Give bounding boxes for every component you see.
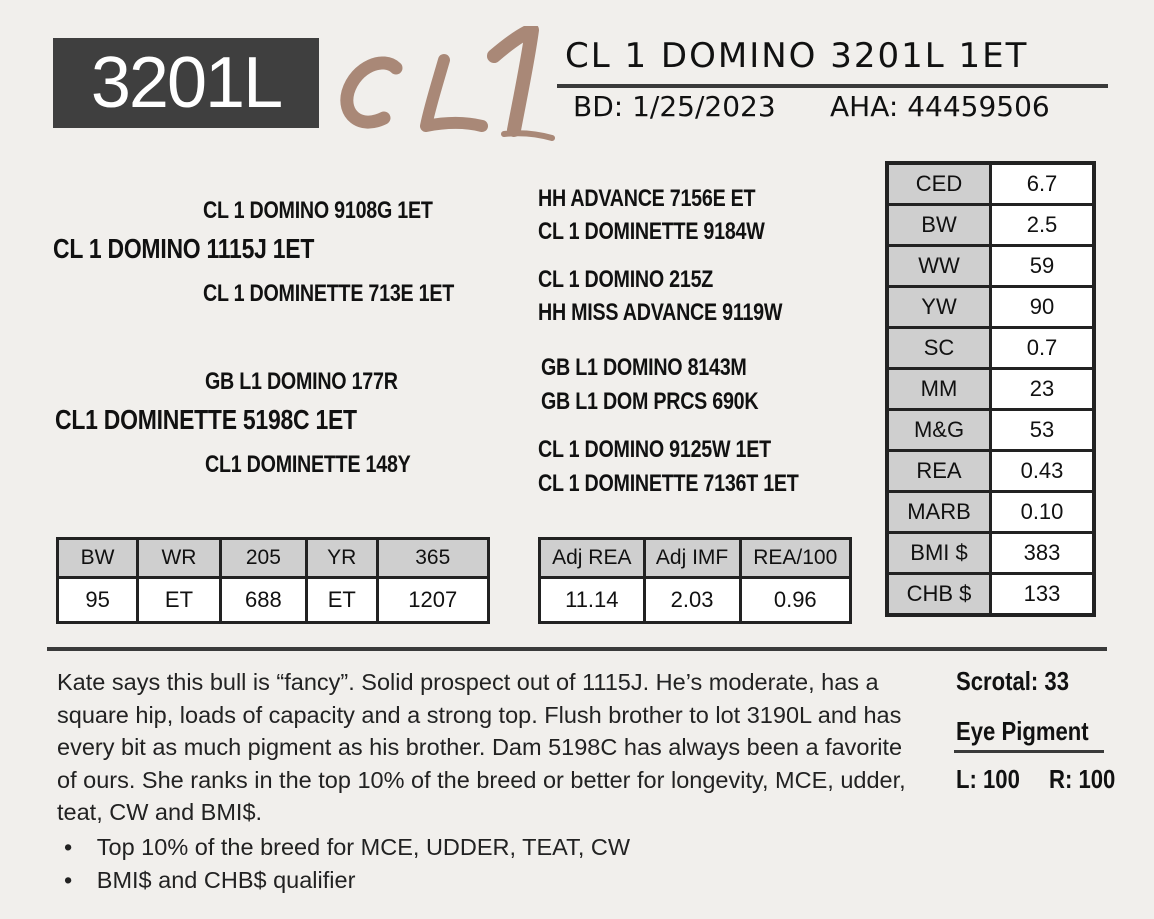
epd-label: MARB (887, 492, 991, 533)
epd-row (887, 287, 1094, 328)
epd-label: MM (887, 369, 991, 410)
pedigree-ss-sire: HH ADVANCE 7156E ET (538, 185, 756, 212)
epd-value: 0.10 (991, 492, 1095, 533)
performance-value-205: 688 (220, 578, 306, 623)
carcass-value-imf: 2.03 (644, 578, 740, 623)
performance-header-wr: WR (138, 539, 221, 578)
epd-row (887, 410, 1094, 451)
epd-value: 59 (991, 246, 1095, 287)
epd-label: CED (887, 163, 991, 205)
carcass-value-rea100: 0.96 (740, 578, 850, 623)
performance-header-365: 365 (377, 539, 488, 578)
pedigree-sd-sire: CL 1 DOMINO 215Z (538, 266, 714, 293)
epd-label: M&G (887, 410, 991, 451)
epd-value: 6.7 (991, 163, 1095, 205)
header-rule (557, 84, 1108, 88)
performance-value-365: 1207 (377, 578, 488, 623)
eye-pigment-right: R: 100 (1049, 764, 1116, 794)
lot-number: 3201L (90, 43, 282, 123)
eye-pigment-heading: Eye Pigment (956, 716, 1089, 746)
epd-value: 0.43 (991, 451, 1095, 492)
bullet-item (64, 867, 355, 894)
carcass-header-rea: Adj REA (540, 539, 645, 578)
epd-value: 133 (991, 574, 1095, 616)
pedigree-ds-dam: GB L1 DOM PRCS 690K (541, 388, 759, 415)
epd-row (887, 246, 1094, 287)
epd-value: 23 (991, 369, 1095, 410)
section-divider (47, 647, 1107, 651)
carcass-value-rea: 11.14 (540, 578, 645, 623)
epd-table (885, 161, 1096, 617)
lot-number-box (53, 38, 319, 128)
performance-header-row (58, 539, 489, 578)
epd-row (887, 328, 1094, 369)
pedigree-sire-dam: CL 1 DOMINETTE 713E 1ET (203, 280, 454, 307)
carcass-header-imf: Adj IMF (644, 539, 740, 578)
performance-header-yr: YR (306, 539, 377, 578)
performance-table (56, 537, 490, 624)
pedigree-dd-dam: CL 1 DOMINETTE 7136T 1ET (538, 470, 799, 497)
epd-label: REA (887, 451, 991, 492)
epd-row (887, 369, 1094, 410)
animal-name: CL 1 DOMINO 3201L 1ET (565, 36, 1029, 76)
carcass-header-row (540, 539, 851, 578)
pedigree-sire: CL 1 DOMINO 1115J 1ET (53, 233, 315, 264)
eye-pigment-rule (954, 750, 1104, 753)
bullet-dot: • (64, 834, 73, 860)
epd-row (887, 533, 1094, 574)
performance-value-bw: 95 (58, 578, 138, 623)
pedigree-sd-dam: HH MISS ADVANCE 9119W (538, 299, 783, 326)
bullet-text: BMI$ and CHB$ qualifier (96, 867, 356, 893)
pedigree-dam: CL1 DOMINETTE 5198C 1ET (55, 404, 357, 435)
epd-label: SC (887, 328, 991, 369)
epd-label: CHB $ (887, 574, 991, 616)
epd-row (887, 574, 1094, 616)
performance-value-row (58, 578, 489, 623)
epd-value: 2.5 (991, 205, 1095, 246)
epd-row (887, 451, 1094, 492)
epd-row (887, 492, 1094, 533)
epd-row (887, 163, 1094, 205)
scrotal-measurement: Scrotal: 33 (956, 666, 1070, 696)
carcass-value-row (540, 578, 851, 623)
carcass-table (538, 537, 852, 624)
epd-label: BMI $ (887, 533, 991, 574)
performance-value-yr: ET (306, 578, 377, 623)
bullet-dot: • (64, 867, 73, 893)
pedigree-ss-dam: CL 1 DOMINETTE 9184W (538, 218, 765, 245)
epd-label: YW (887, 287, 991, 328)
eye-pigment-left: L: 100 (956, 764, 1020, 794)
epd-label: WW (887, 246, 991, 287)
carcass-header-rea100: REA/100 (740, 539, 850, 578)
epd-row (887, 205, 1094, 246)
performance-header-205: 205 (220, 539, 306, 578)
pedigree-dd-sire: CL 1 DOMINO 9125W 1ET (538, 436, 771, 463)
epd-value: 383 (991, 533, 1095, 574)
pedigree-sire-sire: CL 1 DOMINO 9108G 1ET (203, 197, 433, 224)
registration-number: AHA: 44459506 (830, 90, 1050, 123)
pedigree-ds-sire: GB L1 DOMINO 8143M (541, 354, 747, 381)
pedigree-dam-sire: GB L1 DOMINO 177R (205, 368, 398, 395)
performance-value-wr: ET (138, 578, 221, 623)
bullet-item (64, 834, 630, 861)
birth-date: BD: 1/25/2023 (573, 90, 776, 123)
epd-value: 90 (991, 287, 1095, 328)
epd-label: BW (887, 205, 991, 246)
epd-value: 0.7 (991, 328, 1095, 369)
pedigree-dam-dam: CL1 DOMINETTE 148Y (205, 451, 411, 478)
performance-header-bw: BW (58, 539, 138, 578)
brand-logo (326, 26, 556, 146)
comments-paragraph: Kate says this bull is “fancy”. Solid prospect out of 1115J. He’s moderate, has a square hip, loads of capacity and a strong top. Flush brother to lot 3190L and has every bit as much pigment as his brother. Dam 5198C has always been a favorite of ours. She ranks in the top 10% of the breed or better for longevity, MCE, udder, teat, CW and BMI$. (57, 669, 906, 826)
epd-value: 53 (991, 410, 1095, 451)
bullet-text: Top 10% of the breed for MCE, UDDER, TEAT, CW (96, 834, 631, 860)
